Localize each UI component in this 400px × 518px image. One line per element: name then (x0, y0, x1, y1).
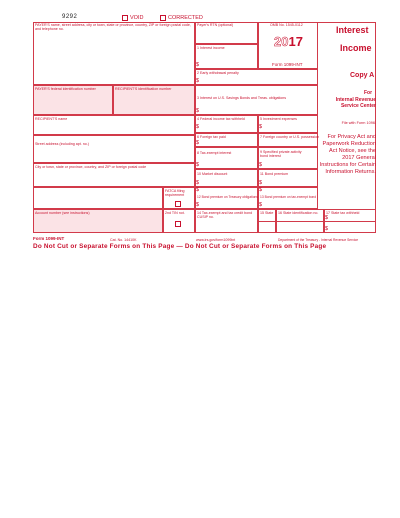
box-13-dollar-a: $ (259, 187, 263, 193)
void-checkbox[interactable] (122, 15, 128, 21)
box-12-label: 12 Bond premium on Treasury obligations (197, 195, 259, 199)
privacy-text: For Privacy Act and Paperwork Reduction Act Notice, see the 2017 General Instructions for Certain Information Returns. (319, 134, 376, 175)
box-13-label: 13 Bond premium on tax-exempt bond (260, 195, 317, 199)
corrected-label: CORRECTED (168, 15, 203, 21)
box-3-dollar: $ (196, 108, 200, 114)
box-3[interactable] (195, 85, 318, 115)
box-6-dollar: $ (196, 140, 200, 146)
street-label: Street address (including apt. no.) (35, 142, 89, 146)
tax-year-suffix: 17 (288, 34, 303, 49)
box-12-dollar-a: $ (196, 187, 200, 193)
box-11-label: 11 Bond premium (260, 172, 289, 176)
form-name-short: Form 1099-INT (272, 62, 303, 67)
box-7-label: 7 Foreign country or U.S. possession (260, 135, 320, 139)
box-14-label: 14 Tax-exempt and tax credit bond CUSIP no. (197, 211, 253, 219)
recipient-tin-label: RECIPIENT'S identification number (115, 87, 172, 91)
form-code: 9292 (62, 14, 78, 20)
tax-year-prefix: 20 (274, 34, 289, 49)
fatca-label: FATCA filing requirement (165, 189, 185, 197)
box-10-label: 10 Market discount (197, 172, 228, 176)
box-6-label: 6 Foreign tax paid (197, 135, 226, 139)
box-12-dollar: $ (196, 202, 200, 208)
box-9-dollar: $ (259, 162, 263, 168)
file-with: File with Form 1096. (341, 121, 376, 125)
footer-dept: Department of the Treasury - Internal Revenue Service (278, 238, 359, 242)
box-2-dollar: $ (196, 78, 200, 84)
form-title-2: Income (340, 43, 372, 53)
street-box[interactable] (33, 135, 195, 163)
box-2-label: 2 Early withdrawal penalty (197, 71, 239, 75)
box-16-divider (276, 221, 324, 222)
account-label: Account number (see instructions) (35, 211, 90, 215)
copy-a: Copy A (350, 72, 375, 79)
recipient-name-label: RECIPIENT'S name (35, 117, 68, 121)
footer-cat: Cat. No. 14410K (110, 238, 137, 242)
payer-rtn-label: Payer's RTN (optional) (197, 23, 234, 27)
void-label: VOID (130, 15, 144, 21)
box-17-divider (324, 221, 376, 222)
box-17-dollar-a: $ (325, 215, 329, 221)
box-8-label: 8 Tax-exempt interest (197, 151, 232, 155)
box-17-label: 17 State tax withheld (326, 211, 360, 215)
for-label: For (364, 90, 373, 96)
box-5-dollar: $ (259, 124, 263, 130)
box-4-label: 4 Federal income tax withheld (197, 117, 245, 121)
corrected-checkbox[interactable] (160, 15, 166, 21)
omb-label: OMB No. 1545-0112 (270, 23, 303, 27)
box-10-dollar: $ (196, 180, 200, 186)
irs-center: Internal Revenue Service Center (335, 97, 376, 109)
fatca-checkbox[interactable] (175, 201, 181, 207)
footer-url: www.irs.gov/form1099int (196, 238, 236, 242)
second-tin-checkbox[interactable] (175, 221, 181, 227)
box-11-dollar: $ (259, 180, 263, 186)
box-1-label: 1 Interest income (197, 46, 225, 50)
box-8-dollar: $ (196, 162, 200, 168)
payer-name-box[interactable] (33, 22, 195, 85)
box-9-label: 9 Specified private activity bond interest (260, 150, 302, 158)
box-3-label: 3 Interest on U.S. Savings Bonds and Treas. obligations (197, 96, 287, 100)
form-title-1: Interest (336, 25, 369, 35)
payer-name-label: PAYER'S name, street address, city or town, state or province, country, ZIP or foreign postal code, and telephone no. (35, 23, 191, 31)
box-15-divider (258, 221, 276, 222)
box-16-label: 16 State identification no. (278, 211, 319, 215)
payer-tin-label: PAYER'S federal identification number (35, 87, 96, 91)
second-tin-label: 2nd TIN not. (165, 211, 185, 215)
tax-year (274, 34, 303, 49)
box-17-dollar-b: $ (325, 226, 329, 232)
city-label: City or town, state or province, country, and ZIP or foreign postal code (35, 165, 147, 169)
box-13-dollar: $ (259, 202, 263, 208)
footer-warning: Do Not Cut or Separate Forms on This Page — Do Not Cut or Separate Forms on This Page (33, 243, 327, 250)
blank-left-box (33, 187, 163, 209)
box-4-dollar: $ (196, 124, 200, 130)
box-15-label: 15 State (260, 211, 274, 215)
box-5-label: 5 Investment expenses (260, 117, 297, 121)
footer-form: Form 1099-INT (33, 236, 65, 241)
box-1-dollar: $ (196, 62, 200, 68)
